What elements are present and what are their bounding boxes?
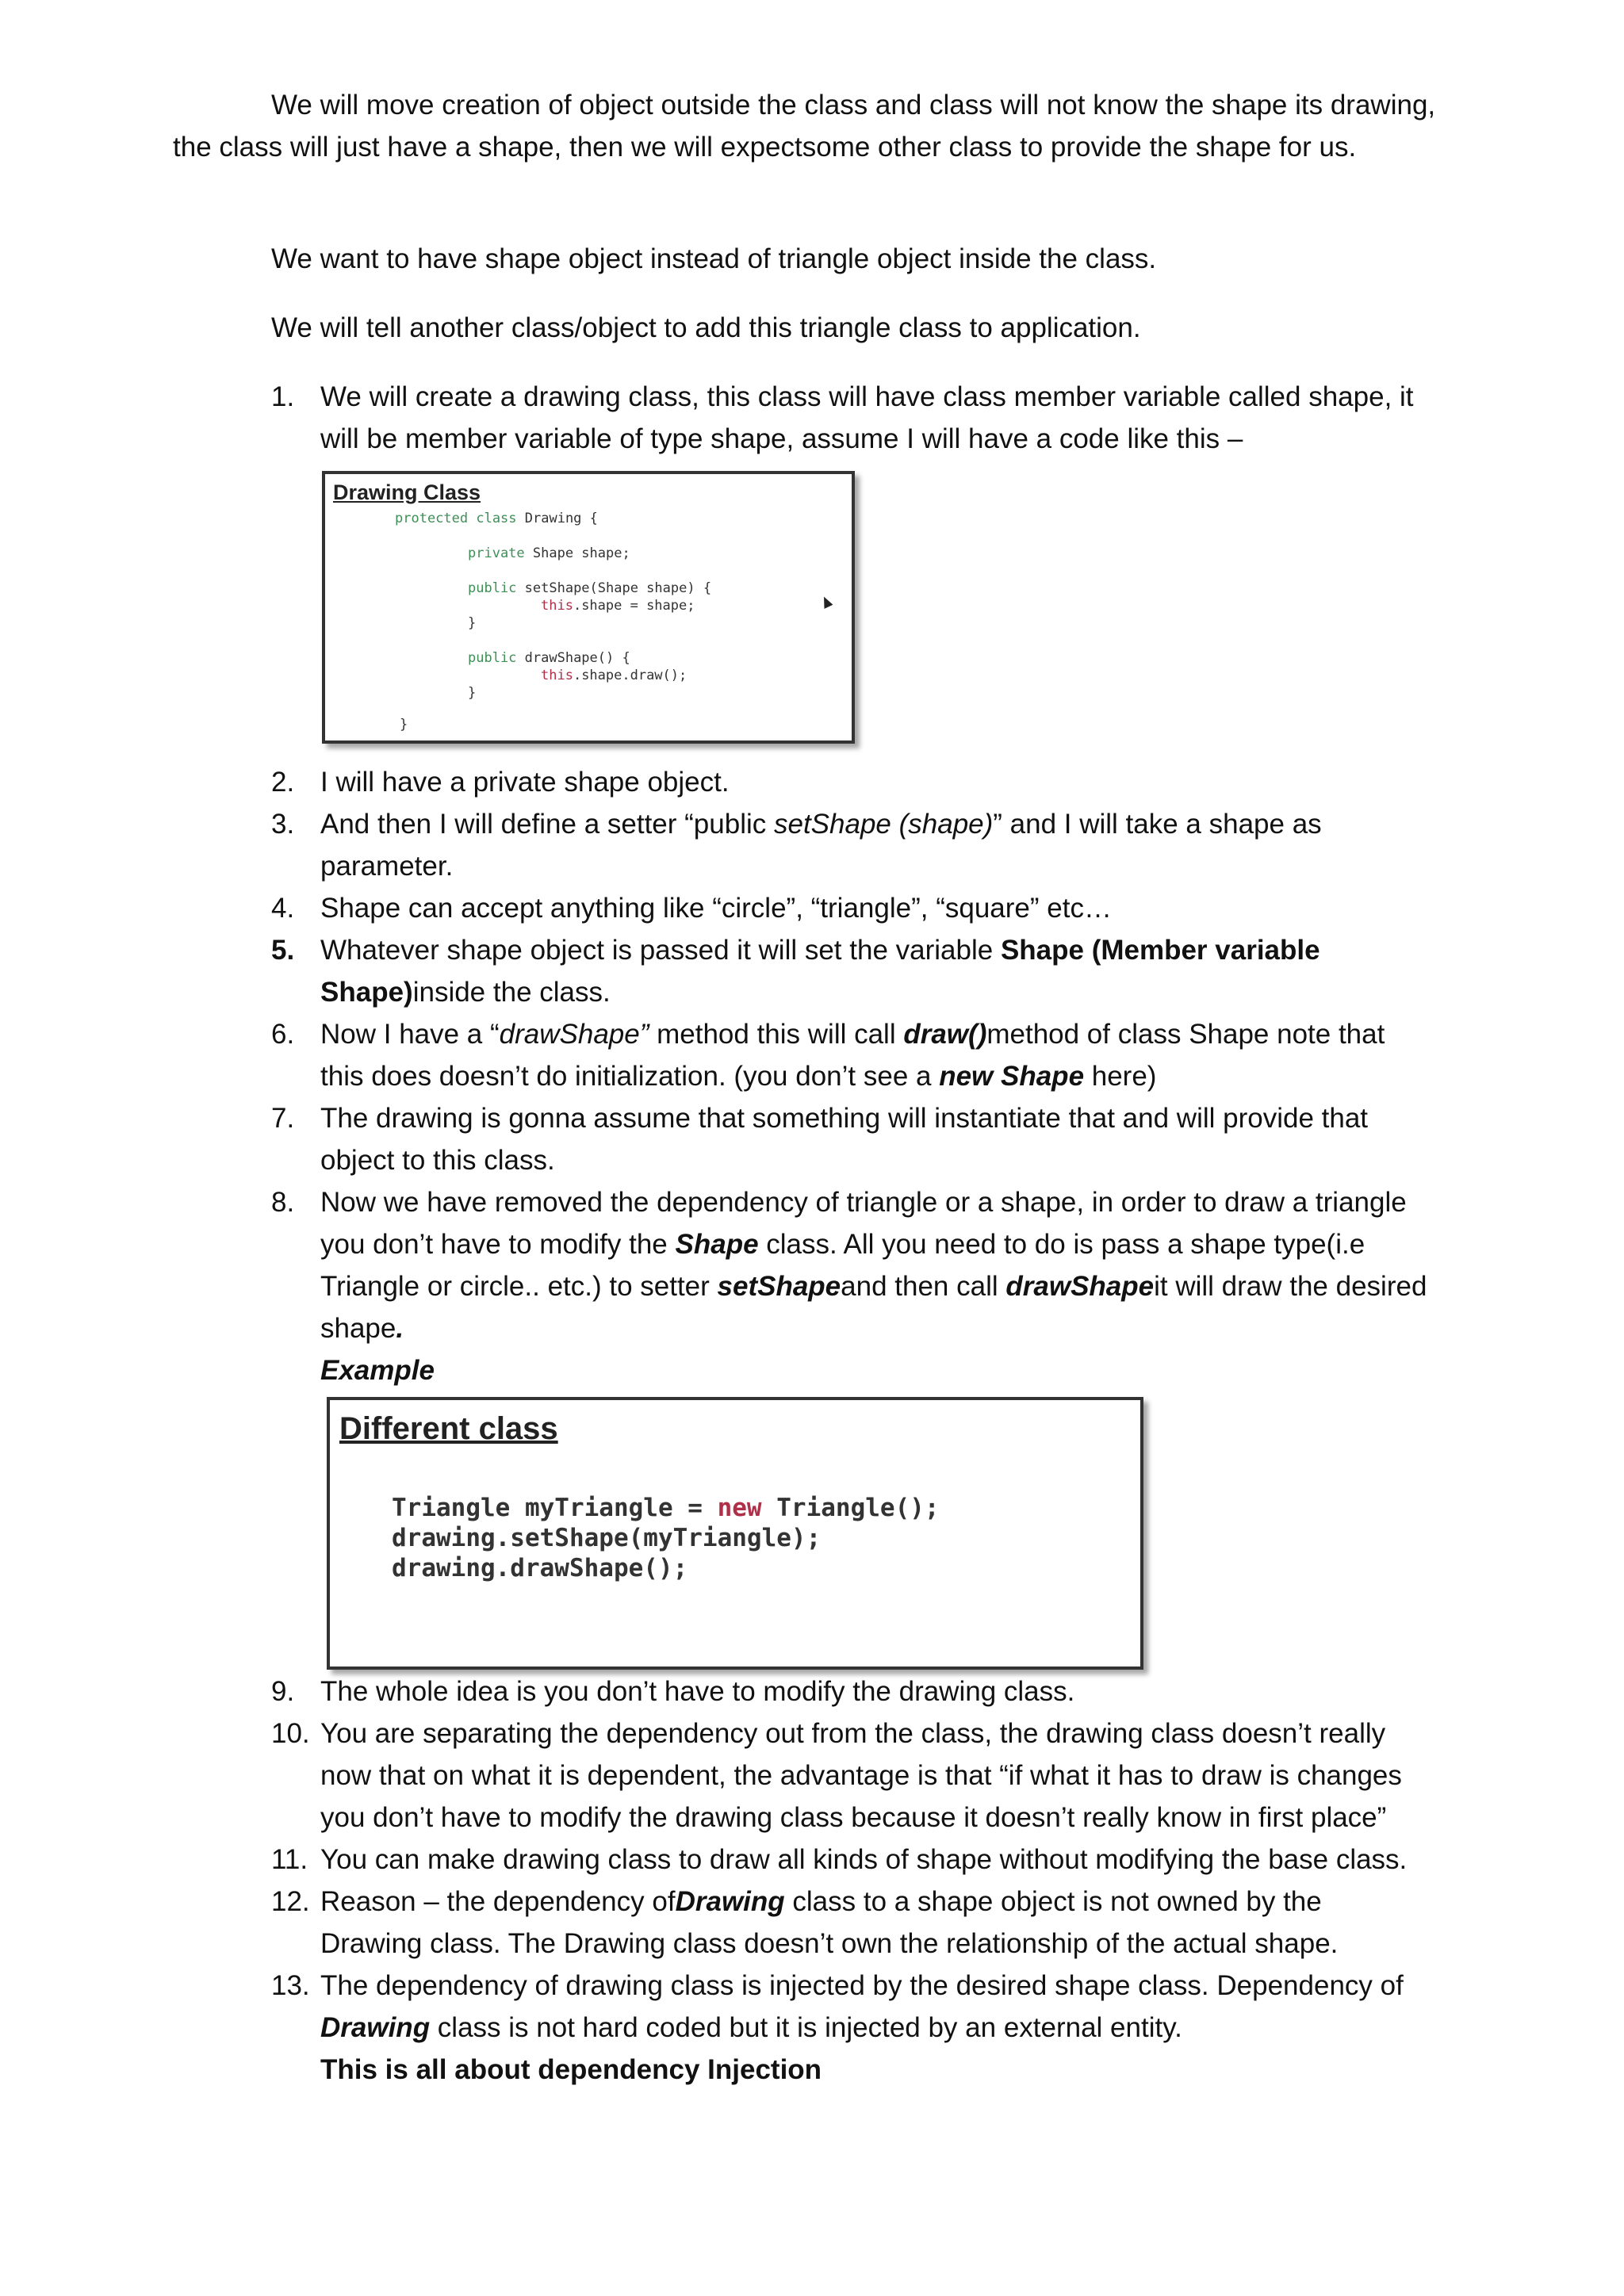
code-line: } — [468, 685, 477, 701]
code-keyword: protected class — [395, 511, 517, 526]
code-text: setShape(Shape shape) { — [516, 580, 712, 596]
code-text: drawShape() { — [516, 650, 630, 666]
example-label: Example — [320, 1355, 435, 1386]
code-line — [468, 545, 630, 561]
list-item — [271, 1881, 1429, 1965]
list-text: The dependency of drawing class is injected by the desired shape class. Dependency of — [320, 1970, 1404, 2001]
code-text: Drawing { — [516, 511, 598, 526]
code-line — [468, 650, 630, 666]
list-text: I will have a private shape object. — [320, 767, 730, 798]
list-item — [271, 1097, 1429, 1181]
code-line — [541, 668, 687, 683]
list-text: Now we have removed the dependency of triangle or a shape, in order to draw a triangle you don’t have to modify the — [320, 1187, 1407, 1260]
list-item — [271, 929, 1429, 1013]
list-text: You can make drawing class to draw all kinds of shape without modifying the base class. — [320, 1844, 1408, 1875]
code-keyword: public — [468, 580, 517, 596]
list-text: We will create a drawing class, this class will have class member variable called shape, it will be member variable of type shape, assume I will have a code like this – — [320, 381, 1414, 454]
list-text-italic: drawShape” — [499, 1019, 649, 1050]
list-number: 7. — [271, 1103, 295, 1134]
list-text: And then I will define a setter “public — [320, 809, 774, 840]
list-item — [271, 1712, 1429, 1839]
list-text: inside the class. — [412, 977, 611, 1008]
list-text-bold-italic: new Shape — [939, 1061, 1085, 1092]
list-number: 13. — [271, 1970, 310, 2001]
code-title: Drawing Class — [333, 480, 481, 504]
intro-paragraph-1: We will move creation of object outside the class and class will not know the shape its drawing, the class will just have a shape, then we will expectsome other class to provide the shape for us. — [173, 90, 1436, 163]
list-text-bold-italic: draw() — [903, 1019, 987, 1050]
list-text-bold-italic: drawShape — [1005, 1271, 1155, 1302]
list-number: 5. — [271, 935, 295, 966]
list-text-italic: setShape (shape) — [773, 809, 994, 840]
list-text: Whatever shape object is passed it will set the variable — [320, 935, 1001, 966]
code-line — [468, 580, 711, 596]
list-text: here) — [1084, 1061, 1157, 1092]
list-number: 12. — [271, 1886, 310, 1917]
code-text: Triangle myTriangle = — [392, 1494, 718, 1522]
intro-paragraph-3: We will tell another class/object to add this triangle class to application. — [271, 312, 1141, 343]
list-text: ” and I will take a shape as parameter. — [320, 809, 1322, 882]
code-line — [392, 1494, 940, 1522]
list-text: method this will call — [649, 1019, 904, 1050]
list-text: The whole idea is you don’t have to modify the drawing class. — [320, 1676, 1075, 1707]
code-title: Different class — [339, 1411, 558, 1446]
code-new-keyword: new — [717, 1494, 762, 1522]
list-item — [271, 1839, 1429, 1881]
list-text: Now I have a “ — [320, 1019, 500, 1050]
list-text: class is not hard coded but it is injected by an external entity. — [430, 2012, 1182, 2043]
list-item — [271, 376, 1429, 460]
code-keyword: private — [468, 545, 525, 561]
list-text-bold-italic: Drawing — [320, 2012, 431, 2043]
list-text: The drawing is gonna assume that something will instantiate that and will provide that object to this class. — [320, 1103, 1369, 1176]
list-number: 9. — [271, 1676, 295, 1707]
code-line: drawing.setShape(myTriangle); — [392, 1524, 822, 1552]
drawing-class-code-image — [322, 471, 855, 744]
list-item — [271, 761, 1429, 803]
list-number: 11. — [271, 1844, 308, 1875]
list-text: Shape can accept anything like “circle”, “triangle”, “square” etc… — [320, 893, 1112, 924]
list-text: class. All you need to do is pass a shape type(i.e Triangle or circle.. etc.) to setter — [320, 1229, 1365, 1302]
list-number: 6. — [271, 1019, 295, 1050]
code-line: drawing.drawShape(); — [392, 1554, 688, 1582]
intro-paragraph-2: We want to have shape object instead of triangle object inside the class. — [271, 243, 1157, 274]
list-text-bold-italic: setShape — [717, 1271, 841, 1302]
list-number: 1. — [271, 381, 295, 412]
code-line: } — [468, 615, 477, 631]
list-text-bold-italic: . — [396, 1313, 404, 1344]
list-text-bold-italic: Shape — [675, 1229, 759, 1260]
code-text: Triangle(); — [761, 1494, 940, 1522]
list-item — [271, 1181, 1429, 1391]
steps-list-part-2 — [271, 761, 1429, 1391]
code-text: .shape.draw(); — [573, 668, 688, 683]
code-text: .shape = shape; — [573, 598, 695, 614]
list-text: method of class Shape note that this does doesn’t do initialization. (you don’t see a — [320, 1019, 1385, 1092]
list-number: 8. — [271, 1187, 295, 1218]
closing-statement: This is all about dependency Injection — [320, 2054, 822, 2085]
code-line — [395, 511, 598, 526]
list-number: 10. — [271, 1718, 310, 1749]
list-text-bold-italic: Drawing — [675, 1886, 785, 1917]
list-text: class to a shape object is not owned by the Drawing class. The Drawing class doesn’t own the relationship of the actual shape. — [320, 1886, 1339, 1959]
mouse-cursor-icon — [820, 595, 833, 609]
code-line: } — [400, 717, 408, 733]
steps-list-part-3 — [271, 1670, 1429, 2091]
steps-list-part-1 — [271, 376, 1429, 460]
different-class-code-image — [327, 1397, 1143, 1670]
list-item — [271, 803, 1429, 887]
code-line — [541, 598, 695, 614]
code-this-keyword: this — [541, 598, 573, 614]
list-number: 4. — [271, 893, 295, 924]
list-text-bold: Shape (Member variable Shape) — [320, 935, 1320, 1008]
list-text: You are separating the dependency out from the class, the drawing class doesn’t really now that on what it is dependent, the advantage is that “if what it has to draw is changes you don’t have to modify the drawing class because it doesn’t really know in first place” — [320, 1718, 1402, 1833]
list-item — [271, 887, 1429, 929]
list-item — [271, 1670, 1429, 1712]
list-item — [271, 1013, 1429, 1097]
list-number: 2. — [271, 767, 295, 798]
code-this-keyword: this — [541, 668, 573, 683]
list-text: Reason – the dependency of — [320, 1886, 676, 1917]
code-text: Shape shape; — [524, 545, 630, 561]
code-keyword: public — [468, 650, 517, 666]
list-text: it will draw the desired shape — [320, 1271, 1427, 1344]
list-number: 3. — [271, 809, 295, 840]
list-text: and then call — [841, 1271, 1006, 1302]
list-item — [271, 1965, 1429, 2091]
